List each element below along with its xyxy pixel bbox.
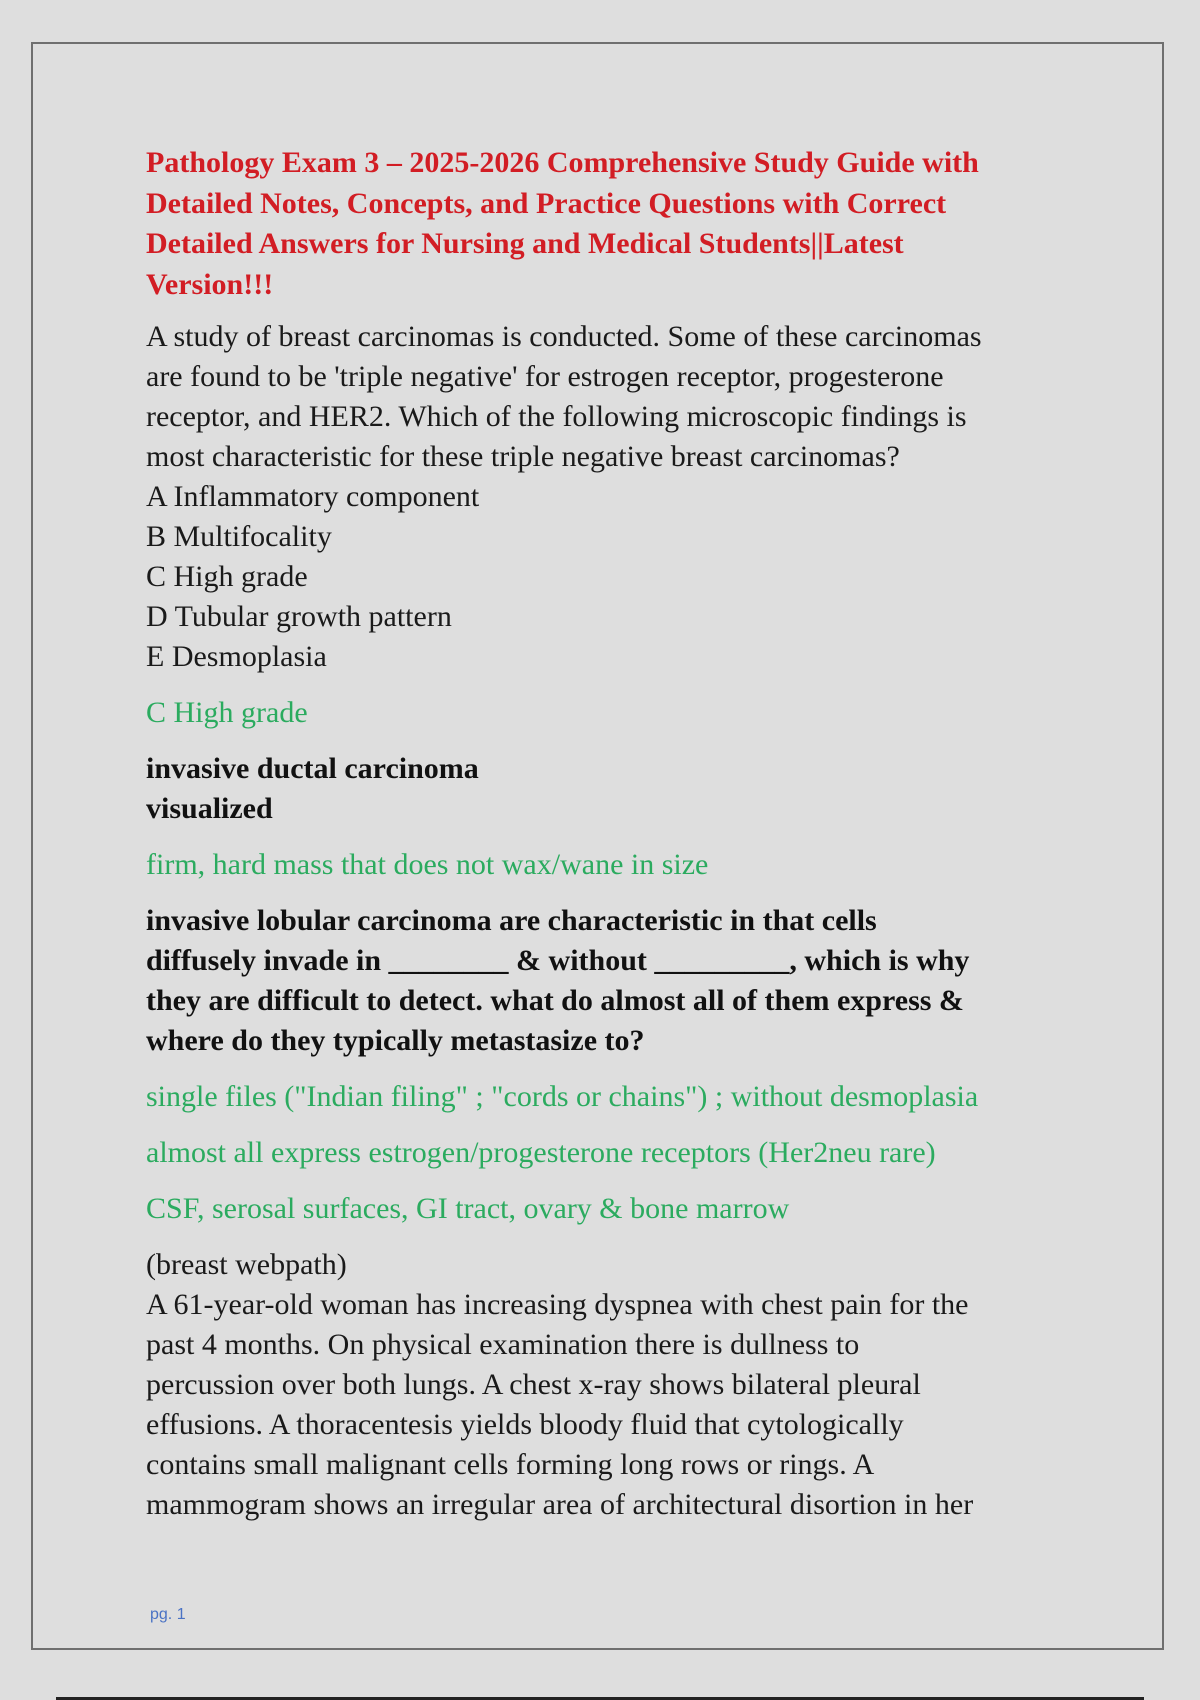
- question-4-line: contains small malignant cells forming long rows or rings. A: [146, 1448, 875, 1481]
- question-4-line: A 61-year-old woman has increasing dyspnea with chest pain for the: [146, 1288, 969, 1321]
- option-d: D Tubular growth pattern: [146, 600, 452, 633]
- option-a: A Inflammatory component: [146, 480, 480, 513]
- question-4-line: effusions. A thoracentesis yields bloody fluid that cytologically: [146, 1408, 904, 1441]
- title-line: Detailed Notes, Concepts, and Practice Questions with Correct: [146, 186, 947, 220]
- question-3-answer-1: single files ("Indian filing" ; "cords or chains") ; without desmoplasia: [146, 1080, 979, 1113]
- question-2-line: visualized: [146, 792, 273, 825]
- question-4-line: (breast webpath): [146, 1248, 347, 1281]
- question-3-line: they are difficult to detect. what do almost all of them express &: [146, 984, 964, 1017]
- question-2-line: invasive ductal carcinoma: [146, 752, 479, 785]
- question-1-line: receptor, and HER2. Which of the following microscopic findings is: [146, 400, 967, 433]
- title-line: Pathology Exam 3 – 2025-2026 Comprehensive Study Guide with: [146, 146, 979, 179]
- document-title: [146, 143, 1056, 305]
- question-3: [146, 901, 1056, 1061]
- page-number: pg. 1: [150, 1606, 186, 1623]
- question-4-line: mammogram shows an irregular area of architectural disortion in her: [146, 1488, 974, 1521]
- document-content: [146, 143, 1056, 1525]
- question-2-answer: firm, hard mass that does not wax/wane in size: [146, 848, 709, 881]
- question-1: [146, 317, 1056, 677]
- option-b: B Multifocality: [146, 520, 332, 553]
- question-3-line: where do they typically metastasize to?: [146, 1024, 645, 1057]
- question-3-line: invasive lobular carcinoma are characteristic in that cells: [146, 904, 877, 937]
- question-3-answer-3: CSF, serosal surfaces, GI tract, ovary & bone marrow: [146, 1192, 790, 1225]
- title-line: Version!!!: [146, 267, 274, 301]
- question-3-answer-2: almost all express estrogen/progesterone receptors (Her2neu rare): [146, 1136, 936, 1169]
- question-1-line: most characteristic for these triple negative breast carcinomas?: [146, 440, 900, 473]
- question-4: [146, 1245, 1056, 1525]
- option-c: C High grade: [146, 560, 308, 593]
- title-line: Detailed Answers for Nursing and Medical Students||Latest: [146, 227, 904, 260]
- question-1-line: are found to be 'triple negative' for estrogen receptor, progesterone: [146, 360, 944, 393]
- option-e: E Desmoplasia: [146, 640, 327, 673]
- question-1-answer: C High grade: [146, 696, 308, 729]
- question-4-line: percussion over both lungs. A chest x-ray shows bilateral pleural: [146, 1368, 921, 1401]
- question-3-line: diffusely invade in ________ & without _________, which is why: [146, 944, 970, 977]
- question-1-line: A study of breast carcinomas is conducted. Some of these carcinomas: [146, 320, 982, 353]
- question-2: [146, 749, 1056, 829]
- question-4-line: past 4 months. On physical examination there is dullness to: [146, 1328, 860, 1361]
